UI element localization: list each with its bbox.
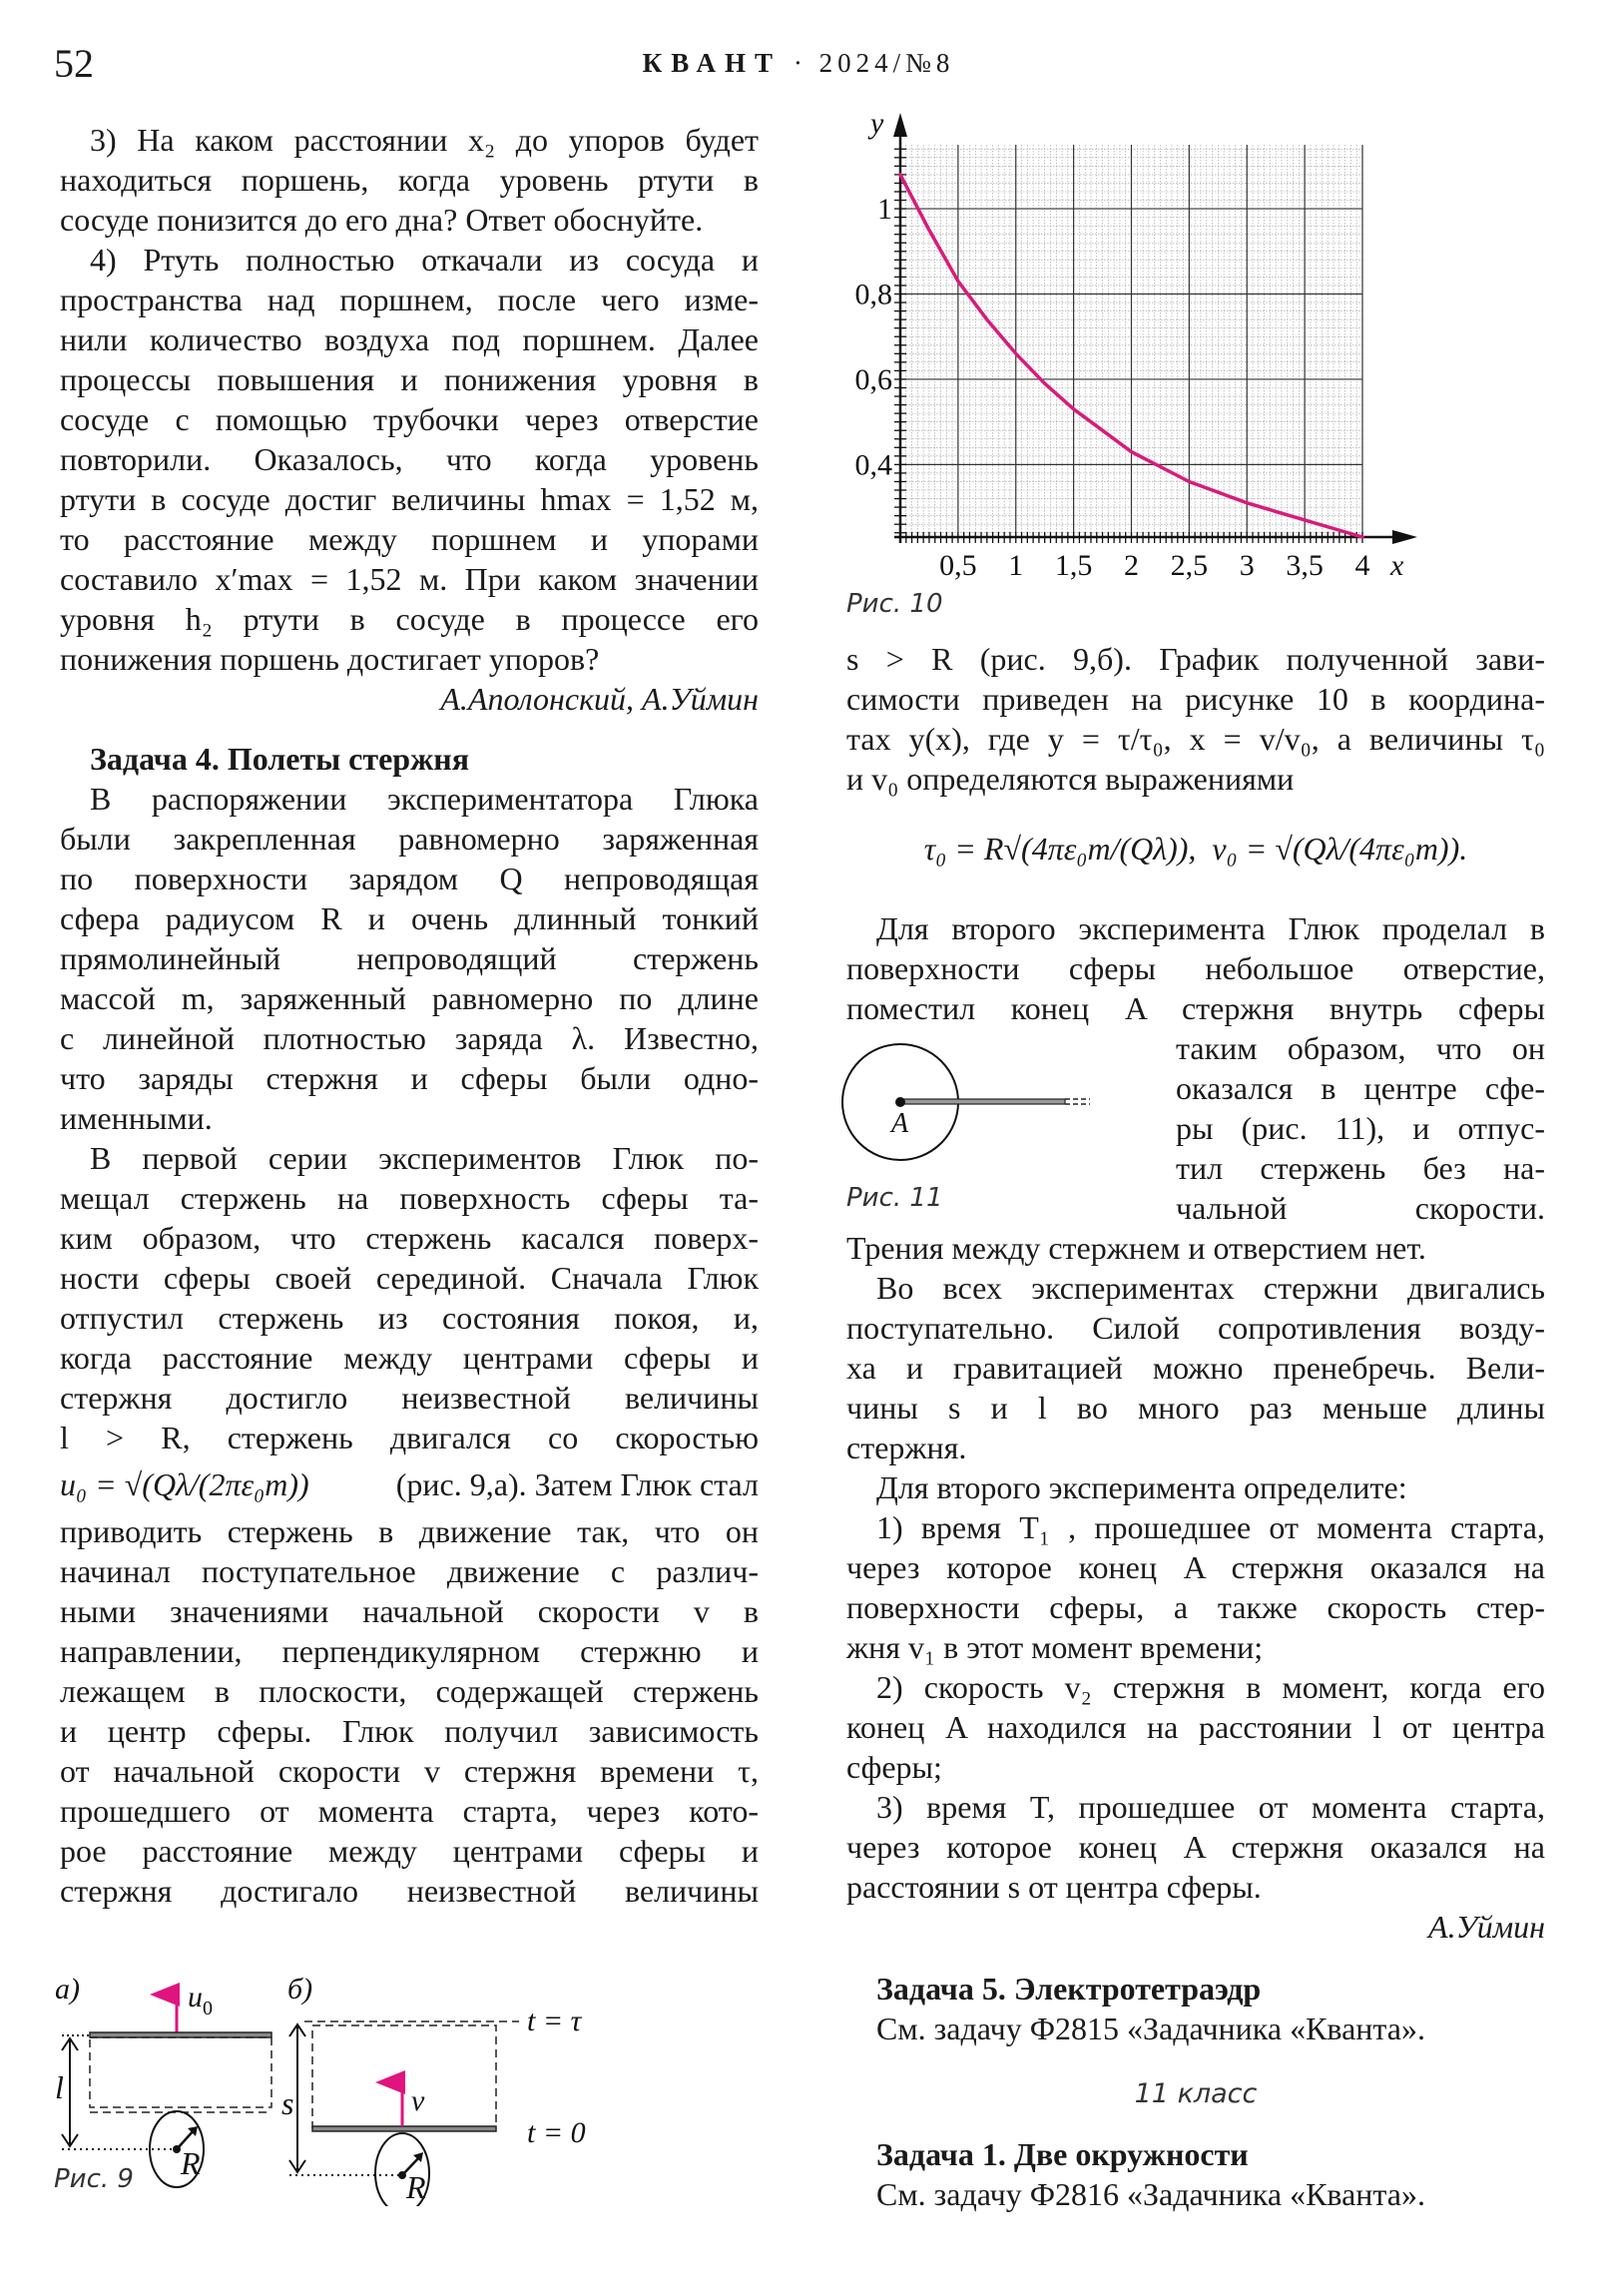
text-line: сосуде с помощью трубочки через отверстие: [60, 401, 759, 437]
label-a: а): [55, 1973, 80, 2006]
text-line: оказался в центре сфе-: [1176, 1070, 1545, 1106]
text-line: пространства над поршнем, после чего изме-: [60, 282, 759, 317]
svg-text:2,5: 2,5: [1170, 549, 1209, 582]
text-line: массой m, заряженный равномерно по длине: [60, 980, 759, 1016]
task-5-text: См. задачу Ф2815 «Задачника «Кванта».: [876, 2010, 1425, 2046]
text-line: ности сферы своей серединой. Сначала Глюк: [60, 1260, 759, 1296]
text-line: прошедшего от момента старта, через кото-: [60, 1793, 759, 1829]
svg-text:v: v: [411, 2084, 425, 2117]
svg-text:R: R: [406, 2169, 426, 2205]
svg-text:3: 3: [1239, 549, 1255, 582]
task-4-title: Задача 4. Полеты стержня: [90, 741, 470, 777]
svg-text:1: 1: [877, 193, 892, 227]
question-list: [846, 1507, 1545, 1907]
text-line: через которое конец A стержня оказался на: [846, 1829, 1545, 1865]
running-header: [0, 48, 1597, 79]
svg-text:4: 4: [1354, 549, 1370, 582]
svg-text:t = 0: t = 0: [527, 2116, 586, 2149]
text-line: и v₀ определяются выражениями: [846, 761, 1295, 797]
text-line: ры (рис. 11), и отпус-: [1176, 1110, 1545, 1146]
text-line: начинал поступательное движение с различ-: [60, 1553, 759, 1589]
text-line: были закрепленная равномерно заряженная: [60, 821, 759, 857]
issue-number: 2024/№8: [818, 48, 955, 78]
figure-11-wrap-text: [1176, 1028, 1545, 1228]
svg-text:2: 2: [1124, 549, 1139, 582]
grade-heading: 11 класс: [1134, 2078, 1258, 2109]
header-separator: ·: [793, 48, 807, 78]
text-line: таким образом, что он: [1176, 1030, 1545, 1066]
question-3: [60, 120, 759, 240]
formula-tau0-v0: τ₀ = R√(4πε₀m/(Qλ)), v₀ = √(Qλ/(4πε₀m)).: [923, 831, 1468, 866]
svg-text:0,6: 0,6: [854, 362, 892, 396]
svg-text:0,5: 0,5: [939, 549, 977, 582]
text-line: с линейной плотностью заряда λ. Известно,: [60, 1020, 759, 1056]
text-line: поместил конец A стержня внутрь сферы: [846, 990, 1545, 1026]
text-line: ким образом, что стержень касался поверх-: [60, 1220, 759, 1256]
svg-text:1,5: 1,5: [1054, 549, 1093, 582]
text-line: расстоянии s от центра сферы.: [846, 1869, 1262, 1905]
text-line: процессы повышения и понижения уровня в: [60, 361, 759, 397]
chart-plot: [838, 110, 1557, 589]
text-line: сфера радиусом R и очень длинный тонкий: [60, 900, 759, 936]
text-line: понижения поршень достигает упоров?: [60, 641, 600, 677]
text-line: Для второго эксперимента Глюк проделал в: [876, 910, 1545, 946]
text-line: Для второго эксперимента определите:: [876, 1469, 1407, 1505]
text-line: через которое конец A стержня оказался на: [846, 1549, 1545, 1585]
task-1-text: См. задачу Ф2816 «Задачника «Кванта».: [876, 2176, 1425, 2212]
text-line: по поверхности зарядом Q непроводящая: [60, 861, 759, 896]
text-line: то расстояние между поршнем и упорами: [60, 521, 759, 557]
author-signature: А.Уймин: [1428, 1909, 1545, 1945]
text-line: уровня h₂ ртути в сосуде в процессе его: [60, 601, 759, 637]
svg-text:0,8: 0,8: [854, 278, 892, 311]
text-line: стержня достигло неизвестной величины: [60, 1380, 759, 1416]
text-line: поверхности сферы небольшое отверстие,: [846, 950, 1545, 986]
task-1-title: Задача 1. Две окружности: [876, 2136, 1249, 2172]
point-A-label: A: [891, 1108, 909, 1139]
text-line: лежащем в плоскости, содержащей стержень: [60, 1673, 759, 1709]
formula-tau0: τ₀ = R√(4πε₀m/(Qλ)): [923, 831, 1189, 866]
svg-text:1: 1: [1008, 549, 1024, 582]
formula-u0-line: [60, 1457, 759, 1511]
label-b: б): [287, 1973, 313, 2006]
svg-text:l: l: [55, 2069, 64, 2105]
text-line: стержня.: [846, 1430, 967, 1465]
task-4-paragraph-2: [60, 1138, 759, 1511]
left-column: [60, 120, 759, 1911]
text-line: стержня достигало неизвестной величины: [60, 1873, 759, 1909]
text-line: Трения между стержнем и отверстием нет.: [846, 1230, 1426, 1266]
text-line: 3) На каком расстоянии x₂ до упоров будет: [90, 122, 759, 158]
text-line: чины s и l во много раз меньше длины: [846, 1390, 1545, 1426]
text-line: когда расстояние между центрами сферы и: [60, 1340, 759, 1376]
text-line: сосуде понизится до его дна? Ответ обоснуйте.: [60, 202, 704, 238]
text-line: В распоряжении экспериментатора Глюка: [90, 781, 759, 817]
text-line: В первой серии экспериментов Глюк по-: [90, 1140, 759, 1176]
text-line: 3) время T, прошедшее от момента старта,: [876, 1789, 1545, 1825]
text-line: составило x′max = 1,52 м. При каком значении: [60, 561, 759, 597]
figure-9: [50, 1967, 779, 2206]
text-line: приводить стержень в движение так, что он: [60, 1513, 759, 1549]
figure-11-wrap: [846, 1028, 1545, 1228]
svg-text:u0: $u_0$: [188, 1981, 213, 2019]
svg-text:3,5: 3,5: [1286, 549, 1324, 582]
svg-text:s: s: [281, 2085, 294, 2121]
text-line: прямолинейный непроводящий стержень: [60, 940, 759, 976]
svg-text:0,4: 0,4: [854, 448, 892, 482]
text-line: находиться поршень, когда уровень ртути в: [60, 162, 759, 198]
text-line: конец A находился на расстоянии l от центра: [846, 1709, 1545, 1745]
formula-u0: u₀ = √(Qλ/(2πε₀m)): [60, 1466, 309, 1502]
text-line: ха и гравитацией можно пренебречь. Вели-: [846, 1350, 1545, 1386]
text-line: l > R, стержень двигался со скоростью: [60, 1420, 759, 1455]
text-line: направлении, перпендикулярном стержню и: [60, 1633, 759, 1669]
right-column: [846, 639, 1545, 2214]
text-line: поверхности сферы, а также скорость стер-: [846, 1589, 1545, 1625]
figure-10-chart: [838, 110, 1557, 629]
text-line: (рис. 9,а). Затем Глюк стал: [395, 1466, 759, 1502]
text-line: от начальной скорости v стержня времени τ,: [60, 1753, 759, 1789]
text-line: s > R (рис. 9,б). График полученной зави-: [846, 641, 1545, 677]
figure-11-caption: Рис. 11: [846, 1183, 943, 1213]
text-line: чальной скорости.: [1176, 1190, 1545, 1226]
text-line: тил стержень без на-: [1176, 1150, 1545, 1186]
task-4-paragraph-1: [60, 779, 759, 1138]
text-line: ртути в сосуде достиг величины hmax = 1,52 м,: [60, 481, 759, 517]
formula-v0: v₀ = √(Qλ/(4πε₀m)): [1212, 831, 1460, 866]
text-line: 2) скорость v₂ стержня в момент, когда его: [876, 1669, 1545, 1705]
figure-10-caption: Рис. 10: [846, 589, 943, 619]
journal-title: КВАНТ: [642, 48, 783, 78]
text-line: Во всех экспериментах стержни двигались: [876, 1270, 1545, 1306]
text-line: жня v₁ в этот момент времени;: [846, 1629, 1264, 1665]
svg-text:t = τ: t = τ: [527, 2005, 582, 2037]
question-4: [60, 240, 759, 679]
task-4-paragraph-3: [60, 1511, 759, 1911]
svg-text:y: y: [870, 110, 884, 140]
text-line: сферы;: [846, 1749, 942, 1785]
text-line: поступательно. Силой сопротивления возду-: [846, 1310, 1545, 1346]
figure-9-caption: Рис. 9: [54, 2164, 134, 2194]
text-line: и центр сферы. Глюк получил зависимость: [60, 1713, 759, 1749]
page-number: 52: [54, 41, 94, 86]
text-line: рое расстояние между центрами сферы и: [60, 1833, 759, 1869]
text-line: 1) время T₁ , прошедшее от момента старта,: [876, 1509, 1545, 1545]
svg-text:R: R: [181, 2145, 201, 2181]
text-line: тах y(x), где y = τ/τ₀, x = v/v₀, а величины τ₀: [846, 721, 1545, 757]
figure-11-diagram: [838, 1030, 1098, 1170]
text-line: что заряды стержня и сферы были одно-: [60, 1060, 759, 1096]
author-signature: А.Аполонский, А.Уймин: [440, 681, 759, 717]
text-line: ными значениями начальной скорости v в: [60, 1593, 759, 1629]
text-line: нили количество воздуха под поршнем. Далее: [60, 321, 759, 357]
text-line: повторили. Оказалось, что когда уровень: [60, 441, 759, 477]
text-line: 4) Ртуть полностью откачали из сосуда и: [90, 242, 759, 278]
svg-text:x: x: [1390, 549, 1404, 582]
text-line: симости приведен на рисунке 10 в координа-: [846, 681, 1545, 717]
text-line: отпустил стержень из состояния покоя, и,: [60, 1300, 759, 1336]
text-line: мещал стержень на поверхность сферы та-: [60, 1180, 759, 1216]
text-line: именными.: [60, 1100, 213, 1136]
task-5-title: Задача 5. Электротетраэдр: [876, 1971, 1262, 2007]
figure-9-diagram: [50, 1967, 779, 2206]
